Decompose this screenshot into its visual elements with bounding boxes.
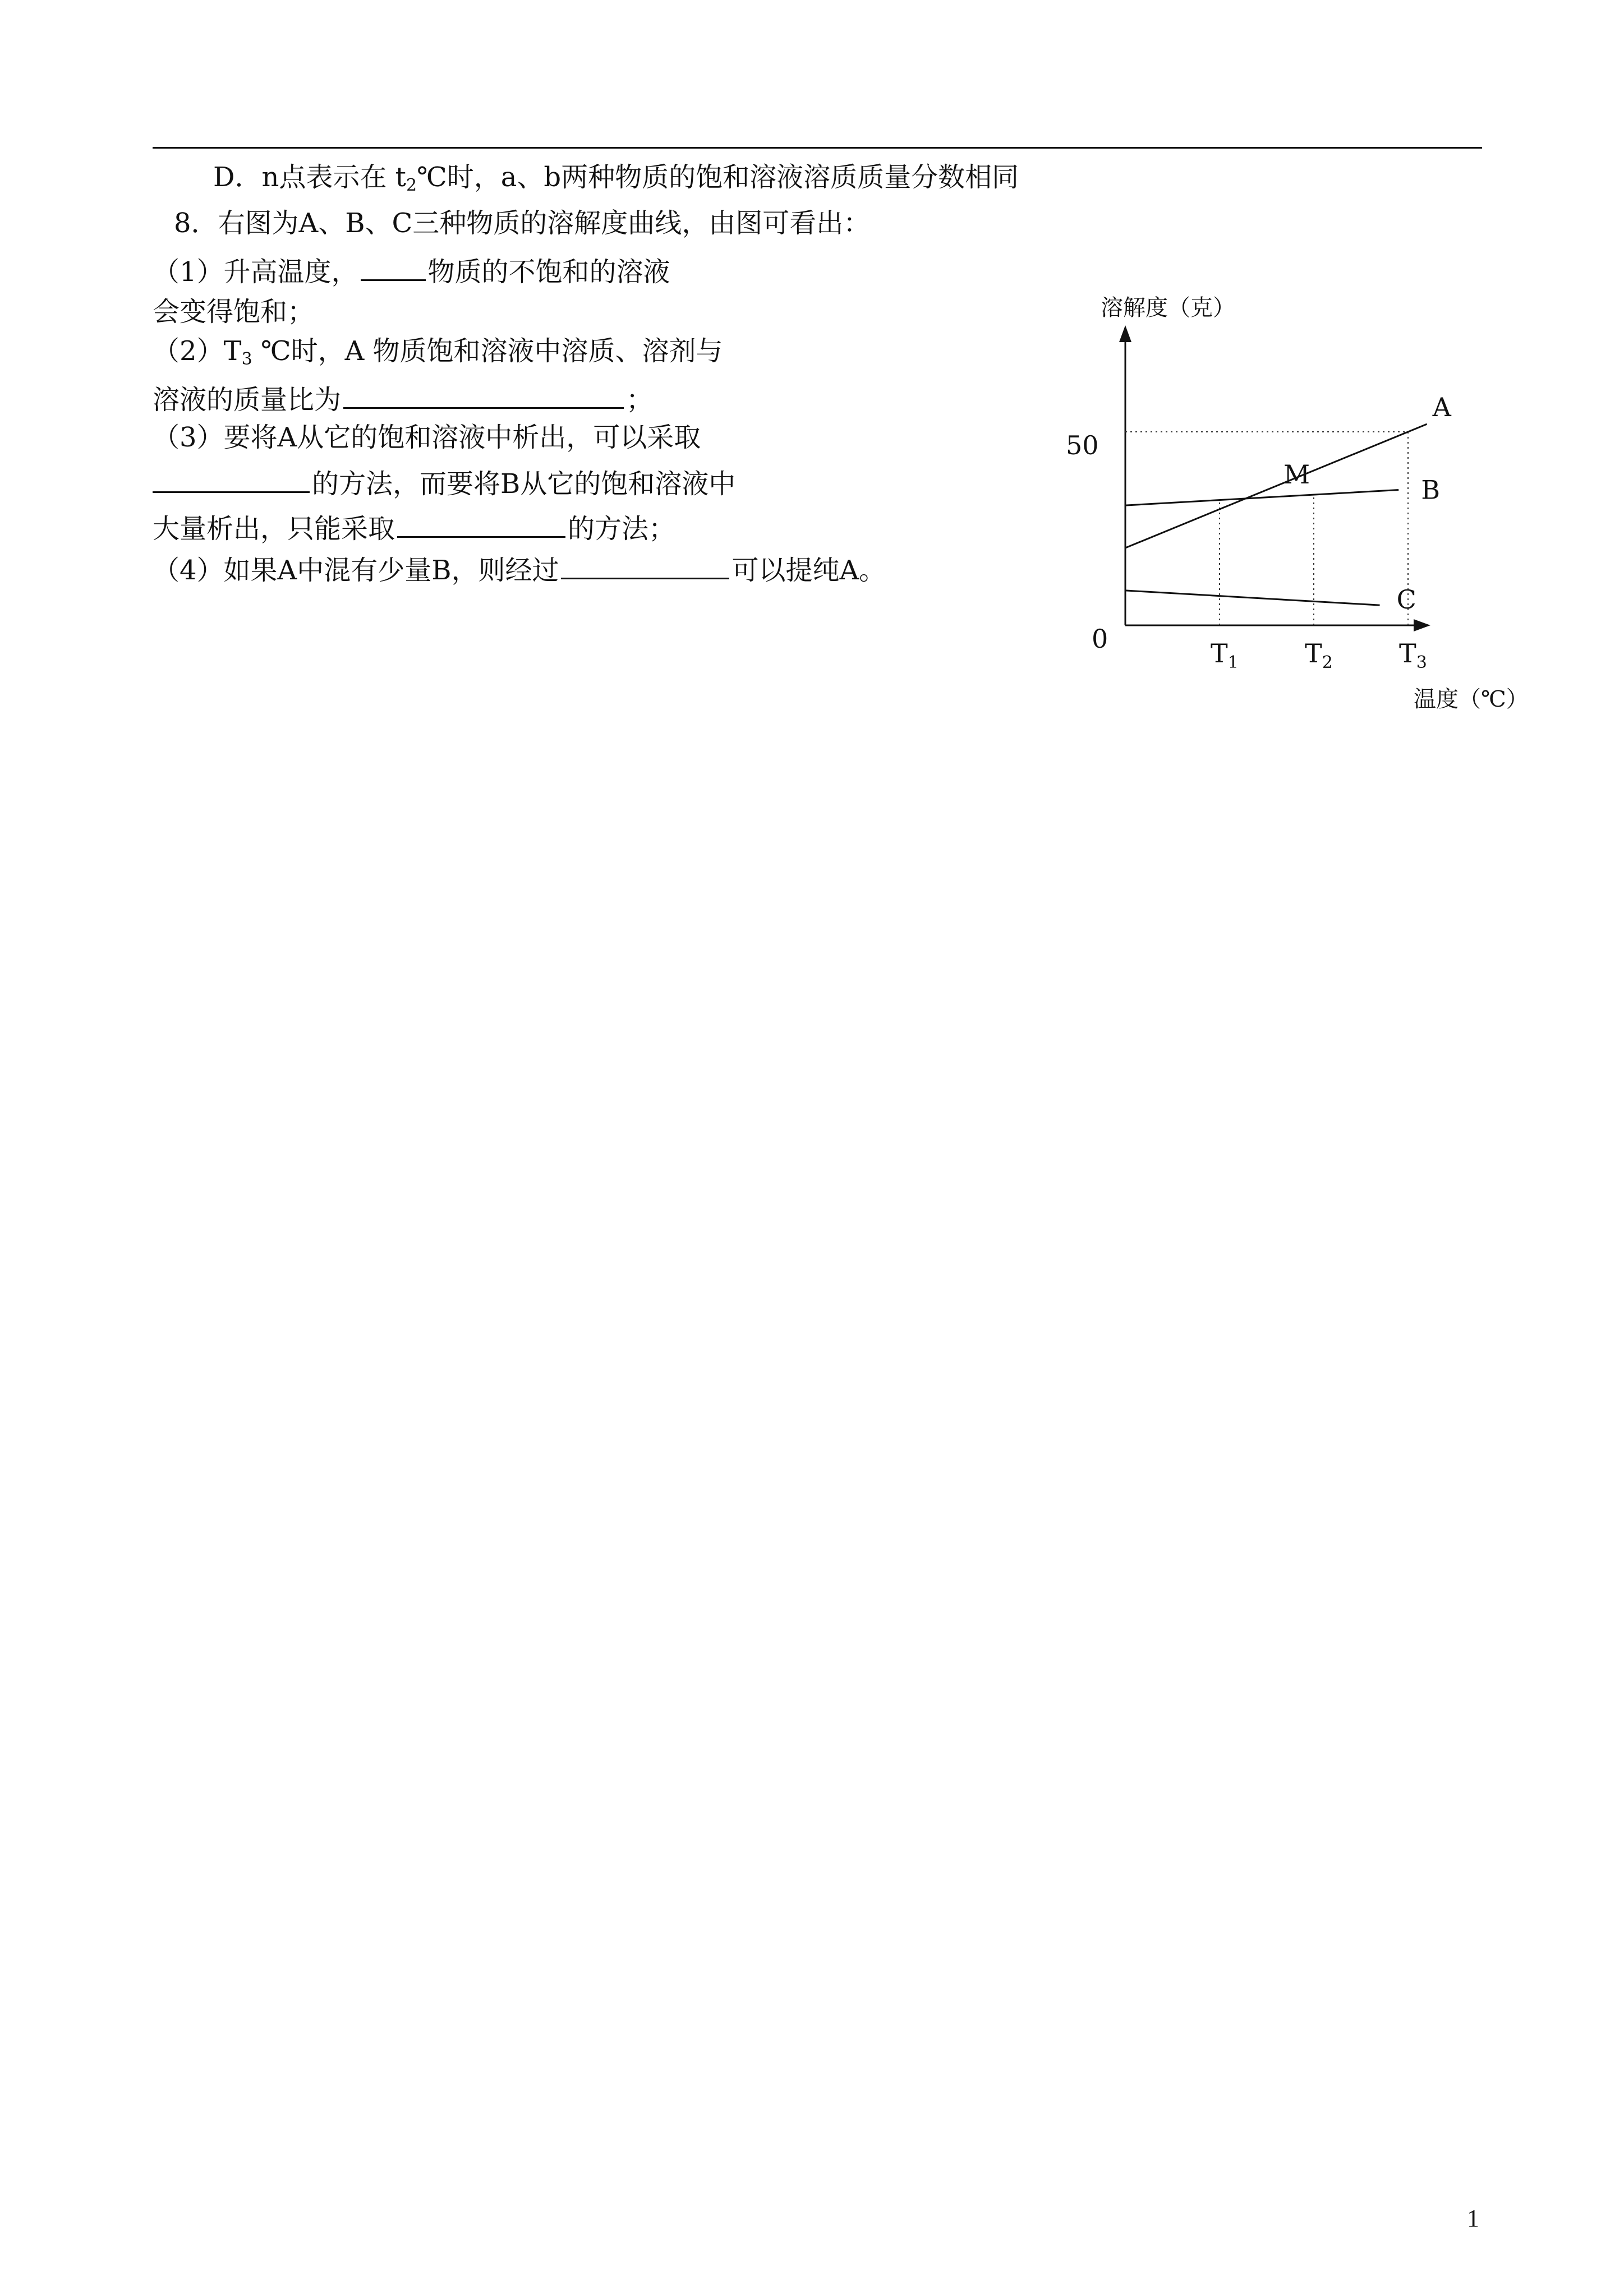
intersection-label-m: M [1283, 459, 1310, 490]
x-tick-subscript-3: 3 [1416, 653, 1427, 672]
part-2-text-a: （2）T [153, 335, 242, 367]
part-2-text-c: 溶液的质量比为 [153, 384, 342, 416]
series-line-a [1125, 424, 1427, 548]
part-2-text-b: ℃时，A 物质饱和溶液中溶质、溶剂与 [252, 335, 723, 367]
y-axis-arrow [1119, 325, 1131, 342]
part-3-text-d: 的方法； [568, 513, 676, 545]
part-1-text-b: 物质的不饱和的溶液 [427, 256, 670, 288]
part-2-text-d: ； [626, 384, 654, 416]
part-3-continuation-2 [153, 508, 675, 546]
question-8-part-4 [153, 550, 886, 587]
series-label-c: C [1396, 584, 1416, 615]
solubility-chart [1066, 292, 1548, 729]
part-3-answer-blank-1[interactable] [153, 463, 310, 493]
part-1-text-a: （1）升高温度， [153, 256, 358, 288]
part-2-subscript: 3 [241, 349, 252, 369]
header-rule [153, 147, 1482, 149]
part-4-text-a: （4）如果A中混有少量B，则经过 [153, 555, 559, 586]
part-3-text-c: 大量析出，只能采取 [153, 513, 395, 545]
part-2-continuation [153, 379, 653, 417]
part-2-answer-blank[interactable] [343, 379, 624, 409]
x-tick-label-1: $T_1$ [1211, 638, 1239, 672]
part-3-text-b: 的方法，而要将B从它的饱和溶液中 [312, 468, 736, 500]
question-8-part-1 [153, 251, 670, 289]
x-tick-label-3: $T_3$ [1399, 638, 1427, 672]
part-1-continuation: 会变得饱和； [153, 296, 315, 328]
part-3-continuation [153, 463, 735, 501]
series-label-b: B [1421, 474, 1441, 505]
option-d-suffix: ℃时，a、b两种物质的饱和溶液溶质质量分数相同 [417, 162, 1019, 193]
question-8-intro: 8．右图为A、B、C三种物质的溶解度曲线，由图可看出： [174, 208, 871, 239]
option-d-subscript: 2 [406, 176, 417, 195]
y-tick-label-50: 50 [1066, 430, 1099, 460]
solubility-chart-svg [1066, 292, 1548, 729]
question-8-part-2 [153, 334, 723, 376]
x-axis-label: 温度（℃） [1414, 686, 1529, 712]
part-1-answer-blank[interactable] [361, 251, 426, 281]
series-line-c [1125, 591, 1380, 605]
part-4-text-b: 可以提纯A。 [732, 555, 886, 586]
part-4-answer-blank[interactable] [561, 550, 729, 579]
y-axis-label: 溶解度（克） [1101, 295, 1235, 321]
part-3-answer-blank-2[interactable] [397, 508, 565, 538]
option-d-prefix: D．n点表示在 t [213, 162, 406, 193]
x-tick-subscript-1: 1 [1227, 653, 1239, 672]
origin-label: 0 [1092, 624, 1108, 654]
x-axis-arrow [1414, 619, 1430, 631]
x-tick-subscript-2: 2 [1322, 653, 1333, 672]
page-number: 1 [1467, 2205, 1479, 2232]
x-tick-label-2: $T_2$ [1305, 638, 1333, 672]
series-label-a: A [1432, 392, 1451, 423]
question-8-part-3: （3）要将A从它的饱和溶液中析出，可以采取 [153, 422, 701, 453]
option-d-line [213, 160, 1019, 202]
